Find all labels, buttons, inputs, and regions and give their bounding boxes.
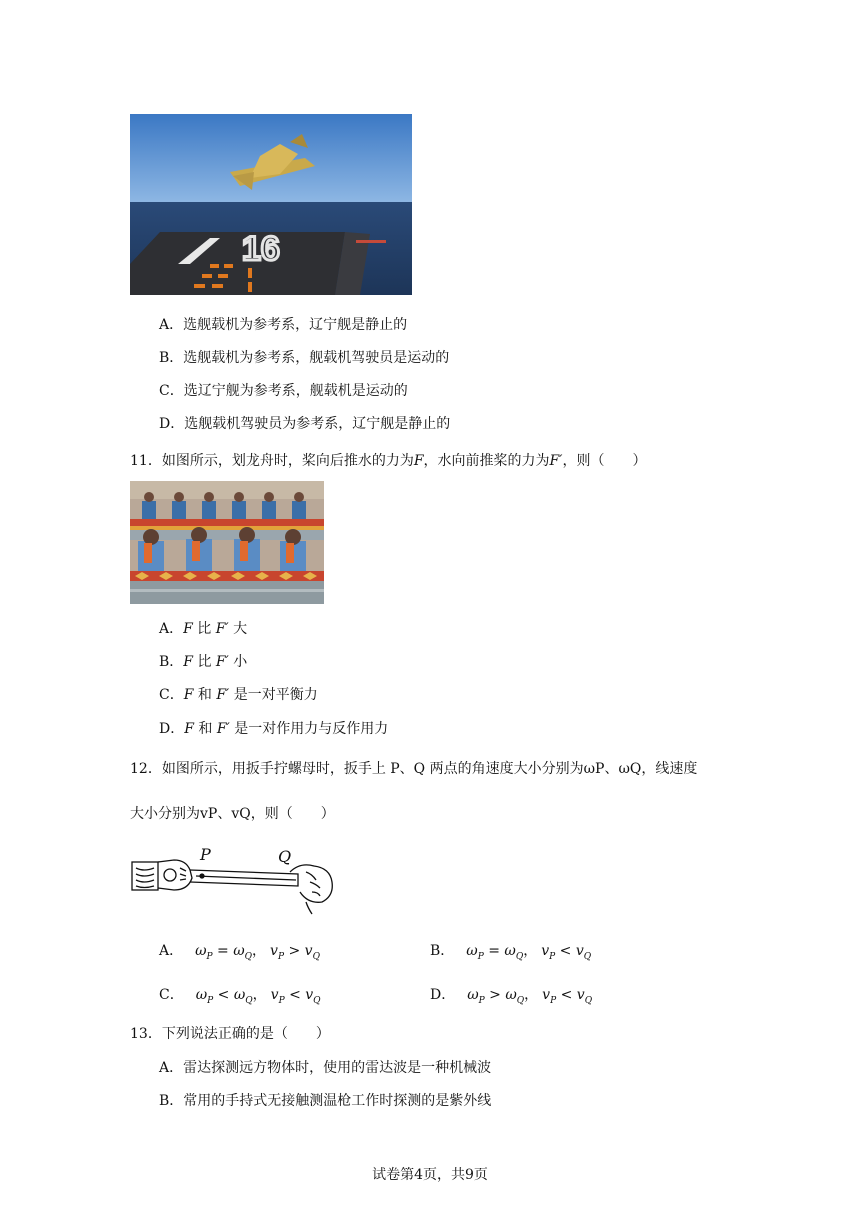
q12-option-c: C． $\omega_P < \omega_Q$， $v_P < v_Q$	[159, 987, 321, 1006]
q12-option-a: A． $\omega_P = \omega_Q$， $v_P > v_Q$	[159, 943, 320, 962]
wrench-diagram	[130, 844, 336, 916]
carrier-jet-photo	[130, 114, 412, 295]
q13-option-b: B．常用的手持式无接触测温枪工作时探测的是紫外线	[159, 1093, 492, 1109]
page-footer: 试卷第4页，共9页	[372, 1167, 488, 1183]
q13-stem: 13．下列说法正确的是（ ）	[130, 1026, 330, 1042]
q12-stem-line2: 大小分别为vP、vQ，则（ ）	[130, 806, 335, 822]
q10-option-d: D．选舰载机驾驶员为参考系，辽宁舰是静止的	[159, 416, 451, 432]
q10-option-c: C．选辽宁舰为参考系，舰载机是运动的	[159, 383, 408, 399]
q12-stem-line1: 12．如图所示，用扳手拧螺母时，扳手上 P、Q 两点的角速度大小分别为ωP、ωQ，线速度	[130, 761, 698, 777]
wrench-label-p: P	[200, 845, 211, 864]
q13-option-a: A．雷达探测远方物体时，使用的雷达波是一种机械波	[159, 1060, 492, 1076]
q11-option-a: A．F 比 F′ 大	[159, 621, 248, 637]
deck-number: 16	[242, 230, 280, 268]
q12-option-b: B． $\omega_P = \omega_Q$， $v_P < v_Q$	[430, 943, 592, 962]
dragon-boat-photo	[130, 481, 324, 604]
q11-option-b: B．F 比 F′ 小	[159, 654, 248, 670]
q11-option-d: D．F 和 F′ 是一对作用力与反作用力	[159, 721, 389, 737]
q11-option-c: C．F 和 F′ 是一对平衡力	[159, 687, 318, 703]
q10-option-b: B．选舰载机为参考系，舰载机驾驶员是运动的	[159, 350, 450, 366]
wrench-label-q: Q	[278, 847, 292, 866]
q11-stem: 11．如图所示，划龙舟时，桨向后推水的力为F，水向前推桨的力为F′，则（ ）	[130, 453, 647, 469]
q10-option-a: A．选舰载机为参考系，辽宁舰是静止的	[159, 317, 408, 333]
q12-option-d: D． $\omega_P > \omega_Q$， $v_P < v_Q$	[430, 987, 593, 1006]
